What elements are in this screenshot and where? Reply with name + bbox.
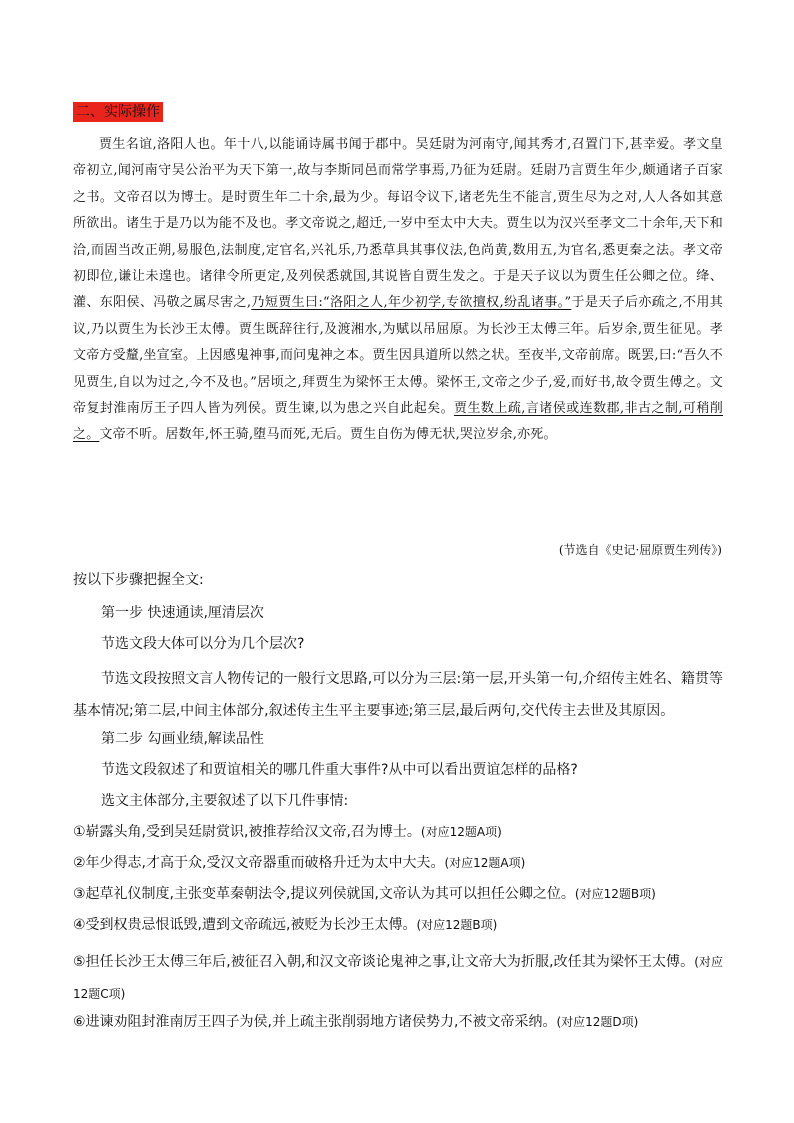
event-item-text: ①崭露头角,受到吴廷尉赏识,被推荐给汉文帝,召为博士。: [73, 824, 421, 840]
passage-source: (节选自《史记·屈原贾生列传》): [558, 543, 722, 557]
step-1-heading: 第一步 快速通读,厘清层次: [101, 605, 264, 621]
section-heading: 二、实际操作: [73, 102, 163, 122]
event-item-text: ⑥进谏劝阻封淮南厉王四子为侯,并上疏主张削弱地方诸侯势力,不被文帝采纳。: [73, 1014, 557, 1030]
answer-1: 节选文段按照文言人物传记的一般行文思路,可以分为三层:第一层,开头第一句,介绍传主姓名、籍贯等基本情况;第二层,中间主体部分,叙述传主生平主要事迹;第三层,最后两句,交代传主去世及其原因。: [73, 671, 723, 719]
event-item-2: [73, 853, 723, 873]
event-item-ref: (对应12题A项): [444, 856, 526, 870]
event-item-ref: (对应12题A项): [420, 825, 502, 839]
event-item-text: ⑤担任长沙王太傅三年后,被征召入朝,和汉文帝谈论鬼神之事,让文帝大为折服,改任其为梁怀王太傅。: [73, 954, 695, 970]
question-2: 节选文段叙述了和贾谊相关的哪几件重大事件?从中可以看出贾谊怎样的品格?: [101, 762, 578, 778]
intro-line: 按以下步骤把握全文:: [73, 572, 204, 588]
question-1: 节选文段大体可以分为几个层次?: [101, 636, 305, 652]
passage-text-2: 于是天子后亦疏之,不用其议,乃以贾生为长沙王太傅。贾生既辞往行,及渡湘水,为赋以吊屈原。为长沙王太傅三年。后岁余,贾生征见。孝文帝方受釐,坐宣室。上因感鬼神事,而问鬼神之本。贾生因具道所以然之状。至夜半,文帝前席。既罢,曰:“吾久不见贾生,自以为过之,今不及也。”居顷之,拜贾生为梁怀王太傅。梁怀王,文帝之少子,爱,而好书,故令贾生傅之。文帝复封淮南厉王子四人皆为列侯。贾生谏,以为患之兴自此起矣。: [73, 295, 724, 417]
event-item-ref: (对应12题B项): [416, 918, 498, 932]
event-item-text: ③起草礼仪制度,主张变革秦朝法令,提议列侯就国,文帝认为其可以担任公卿之位。: [73, 886, 575, 902]
event-item-ref: (对应12题B项): [574, 887, 656, 901]
step-2-heading: 第二步 勾画业绩,解读品性: [101, 731, 264, 747]
answer-2-intro: 选文主体部分,主要叙述了以下几件事情:: [101, 793, 349, 809]
passage-underlined-quote: 乃短贾生曰:“洛阳之人,年少初学,专欲擅权,纷乱诸事。”: [251, 295, 572, 311]
classical-passage: [73, 132, 723, 449]
event-item-text: ④受到权贵忌恨诋毁,遭到文帝疏远,被贬为长沙王太傅。: [73, 917, 417, 933]
event-item-ref: (对应12题C项): [73, 955, 723, 1001]
passage-text-1: 贾生名谊,洛阳人也。年十八,以能诵诗属书闻于郡中。吴廷尉为河南守,闻其秀才,召置门下,甚幸爱。孝文皇帝初立,闻河南守吴公治平为天下第一,故与李斯同邑而常学事焉,乃征为廷尉。廷尉乃言贾生年少,颇通诸子百家之书。文帝召以为博士。是时贾生年二十余,最为少。每诏令议下,诸老先生不能言,贾生尽为之对,人人各如其意所欲出。诸生于是乃以为能不及也。孝文帝说之,超迁,一岁中至太中大夫。贾生以为汉兴至孝文二十余年,天下和洽,而固当改正朔,易服色,法制度,定官名,兴礼乐,乃悉草具其事仪法,色尚黄,数用五,为官名,悉更秦之法。孝文帝初即位,谦让未遑也。诸律令所更定,及列侯悉就国,其说皆自贾生发之。于是天子议以为贾生任公卿之位。绛、灌、东阳侯、冯敬之属尽害之,: [73, 137, 723, 311]
passage-underlined-memorial: 贾生数上疏,言诸侯或连数郡,非古之制,可稍削之。: [73, 401, 723, 443]
event-item-text: ②年少得志,才高于众,受汉文帝器重而破格升迁为太中大夫。: [73, 855, 445, 871]
event-item-1: [73, 822, 723, 842]
event-item-3: [73, 884, 723, 904]
event-item-ref: (对应12题D项): [556, 1015, 639, 1029]
event-item-4: [73, 915, 723, 935]
event-item-5: [73, 946, 723, 1010]
passage-text-3: 文帝不听。居数年,怀王骑,堕马而死,无后。贾生自伤为傅无状,哭泣岁余,亦死。: [99, 427, 557, 443]
event-item-6: [73, 1012, 723, 1032]
